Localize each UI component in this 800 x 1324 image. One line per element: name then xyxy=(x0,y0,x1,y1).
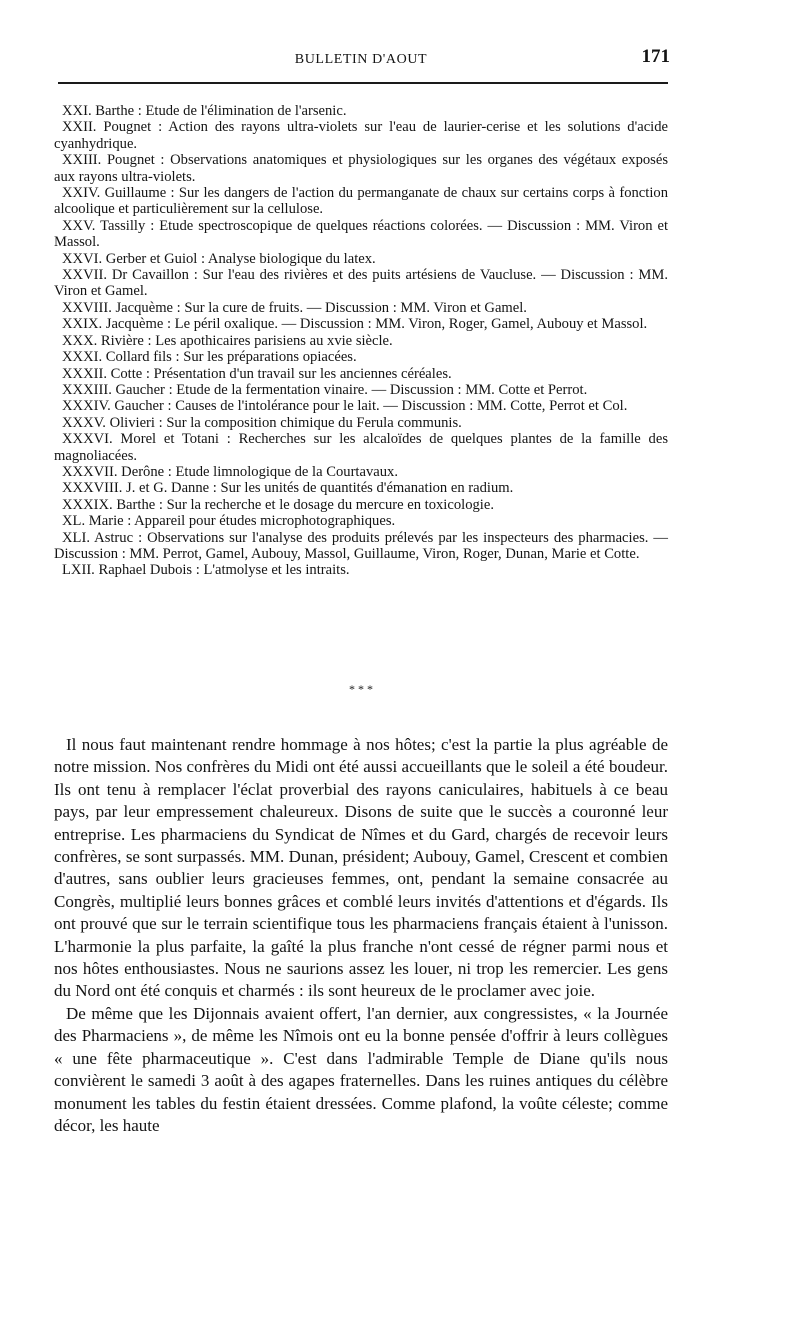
list-item: XXVI. Gerber et Guiol : Analyse biologique du latex. xyxy=(62,250,376,267)
list-item: XXVII. Dr Cavaillon : Sur l'eau des rivières et des puits artésiens de Vaucluse. — Discussion : MM. Viron et Gamel. xyxy=(54,267,668,300)
list-item: XXVIII. Jacquème : Sur la cure de fruits. — Discussion : MM. Viron et Gamel. xyxy=(62,299,527,316)
list-item: XXIV. Guillaume : Sur les dangers de l'action du permanganate de chaux sur certains corps à fonction alcoolique et particulièrement sur la cellulose. xyxy=(54,185,668,218)
list-item: XL. Marie : Appareil pour études microphotographiques. xyxy=(62,513,396,530)
list-item: XXXI. Collard fils : Sur les préparations opiacées. xyxy=(62,349,357,366)
list-item: XXIX. Jacquème : Le péril oxalique. — Discussion : MM. Viron, Roger, Gamel, Aubouy et Massol. xyxy=(62,316,648,333)
list-item: XXII. Pougnet : Action des rayons ultra-violets sur l'eau de laurier-cerise et les solutions d'acide cyanhydrique. xyxy=(54,119,668,152)
paragraph: De même que les Dijonnais avaient offert, l'an dernier, aux congressistes, « la Journée des Pharmaciens », de même les Nîmois ont eu la bonne pensée d'offrir à leurs collègues « une fête pharmaceutique ». C'est dans l'admirable Temple de Diane qu'ils nous convièrent le samedi 3 août à des agapes fraternelles. Dans les ruines antiques du célèbre monument les tables du festin étaient dressées. Comme plafond, la voûte céleste; comme décor, les haute xyxy=(54,1003,668,1135)
header-rule xyxy=(58,82,668,84)
communications-list xyxy=(54,103,668,579)
body-text xyxy=(54,734,668,1137)
list-item: XXXVII. Derône : Etude limnologique de la Courtavaux. xyxy=(62,463,398,480)
list-item: XXXVI. Morel et Totani : Recherches sur les alcaloïdes de quelques plantes de la famille des magnoliacées. xyxy=(54,431,668,464)
list-item: XXV. Tassilly : Etude spectroscopique de quelques réactions colorées. — Discussion : MM. Viron et Massol. xyxy=(54,217,668,251)
list-item: XXXVIII. J. et G. Danne : Sur les unités de quantités d'émanation en radium. xyxy=(62,480,514,497)
list-item: XXI. Barthe : Etude de l'élimination de l'arsenic. xyxy=(62,103,347,119)
list-item: XXX. Rivière : Les apothicaires parisiens au xvie siècle. xyxy=(62,332,393,349)
document-page xyxy=(54,42,670,1135)
asterism: * * * xyxy=(349,682,373,696)
list-item: XXIII. Pougnet : Observations anatomiques et physiologiques sur les organes des végétaux exposés aux rayons ultra-violets. xyxy=(54,152,668,185)
list-item: XXXIX. Barthe : Sur la recherche et le dosage du mercure en toxicologie. xyxy=(62,496,494,513)
page-header xyxy=(54,42,668,70)
list-item: XLI. Astruc : Observations sur l'analyse des produits prélevés par les inspecteurs des pharmacies. — Discussion : MM. Perrot, Gamel, Aubouy, Massol, Guillaume, Viron, Roger, Dunan, Marie et Cotte. xyxy=(54,529,668,562)
list-item: LXII. Raphael Dubois : L'atmolyse et les intraits. xyxy=(62,562,350,579)
list-item: XXXII. Cotte : Présentation d'un travail sur les anciennes céréales. xyxy=(62,365,452,382)
page-number: 171 xyxy=(641,46,670,67)
list-item: XXXV. Olivieri : Sur la composition chimique du Ferula communis. xyxy=(62,414,462,431)
list-item: XXXIV. Gaucher : Causes de l'intolérance pour le lait. — Discussion : MM. Cotte, Perrot et Col. xyxy=(62,398,628,415)
list-item: XXXIII. Gaucher : Etude de la fermentation vinaire. — Discussion : MM. Cotte et Perrot. xyxy=(62,381,588,398)
running-title: BULLETIN D'AOUT xyxy=(294,52,428,67)
paragraph: Il nous faut maintenant rendre hommage à nos hôtes; c'est la partie la plus agréable de notre mission. Nos confrères du Midi ont été aussi accueillants que le soleil a été boudeur. Ils ont tenu à remplacer l'éclat proverbial des rayons caniculaires, habituels à ce beau pays, par leur empressement chaleureux. Disons de suite que le succès a couronné leur entreprise. Les pharmaciens du Syndicat de Nîmes et du Gard, chargés de recevoir leurs confrères, se sont surpassés. MM. Dunan, président; Aubouy, Gamel, Crescent et combien d'autres, sans oublier leurs gracieuses femmes, ont, pendant la semaine consacrée au Congrès, multiplié leurs bonnes grâces et comblé leurs invités d'attentions et d'égards. Ils ont prouvé que sur le terrain scientifique tous les pharmaciens français étaient à l'unisson. L'harmonie la plus parfaite, la gaîté la plus franche n'ont cessé de régner parmi nous et nos hôtes enthousiastes. Nous ne saurions assez les louer, ni trop les remercier. Les gens du Nord ont été conquis et charmés : ils sont heureux de le proclamer avec joie. xyxy=(54,735,668,1001)
section-separator xyxy=(54,684,668,694)
